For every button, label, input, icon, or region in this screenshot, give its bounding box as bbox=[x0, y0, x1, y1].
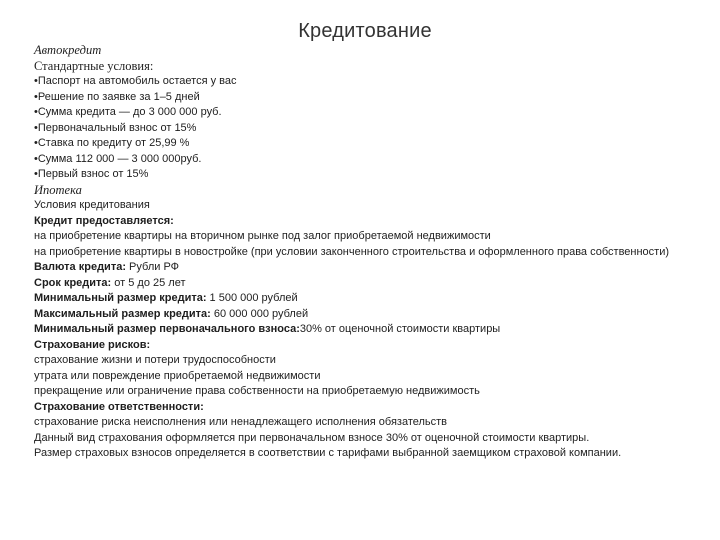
max-credit-row bbox=[34, 307, 694, 323]
mortgage-heading: Ипотека bbox=[34, 182, 82, 197]
term-label: Срок кредита: bbox=[34, 276, 112, 289]
term-row bbox=[34, 276, 694, 292]
max-credit-label: Максимальный размер кредита: bbox=[34, 307, 211, 320]
liability-item: страхование риска неисполнения или ненадлежащего исполнения обязательств bbox=[34, 416, 448, 428]
auto-heading: Автокредит bbox=[34, 43, 102, 57]
page-title: Кредитование bbox=[298, 20, 432, 42]
mortgage-conditions: Условия кредитования bbox=[34, 199, 150, 211]
min-credit-value: 1 500 000 рублей bbox=[206, 292, 298, 304]
granted-label: Кредит предоставляется: bbox=[34, 214, 174, 227]
liability-item: Данный вид страхования оформляется при первоначальном взносе 30% от оценочной стоимости квартиры. bbox=[34, 431, 590, 444]
purpose-secondary: на приобретение квартиры на вторичном рынке под залог приобретаемой недвижимости bbox=[34, 230, 491, 242]
risk-insurance-label: Страхование рисков: bbox=[34, 338, 151, 351]
max-credit-value: 60 000 000 рублей bbox=[210, 307, 309, 320]
currency-label: Валюта кредита: bbox=[34, 261, 126, 273]
auto-bullet: •Первый взнос от 15% bbox=[34, 168, 149, 180]
auto-bullet: •Сумма 112 000 — 3 000 000руб. bbox=[34, 152, 202, 165]
auto-bullet: •Паспорт на автомобиль остается у вас bbox=[34, 75, 237, 87]
auto-bullet: •Ставка по кредиту от 25,99 % bbox=[34, 137, 190, 149]
purpose-newbuild: на приобретение квартиры в новостройке (при условии законченного строительства и оформленного права собственности) bbox=[34, 245, 670, 258]
liability-insurance-label: Страхование ответственности: bbox=[34, 400, 204, 413]
auto-bullet: •Первоначальный взнос от 15% bbox=[34, 121, 197, 134]
currency-row bbox=[34, 260, 694, 276]
liability-item: Размер страховых взносов определяется в соответствии с тарифами выбранной заемщиком страховой компании. bbox=[34, 447, 622, 459]
risk-item: страхование жизни и потери трудоспособности bbox=[34, 354, 276, 366]
content-body bbox=[34, 43, 694, 462]
risk-item: прекращение или ограничение права собственности на приобретаемую недвижимость bbox=[34, 385, 480, 397]
auto-subheading: Стандартные условия: bbox=[34, 58, 154, 73]
down-payment-value: 30% от оценочной стоимости квартиры bbox=[299, 323, 501, 335]
auto-bullet: •Сумма кредита — до 3 000 000 руб. bbox=[34, 106, 222, 118]
currency-value: Рубли РФ bbox=[126, 261, 180, 273]
min-credit-label: Минимальный размер кредита: bbox=[34, 292, 207, 304]
min-credit-row bbox=[34, 291, 694, 307]
down-payment-label: Минимальный размер первоначального взноса: bbox=[34, 323, 300, 335]
auto-bullet: •Решение по заявке за 1–5 дней bbox=[34, 90, 200, 103]
down-payment-row bbox=[34, 322, 694, 338]
term-value: от 5 до 25 лет bbox=[111, 276, 186, 289]
risk-item: утрата или повреждение приобретаемой недвижимости bbox=[34, 369, 321, 382]
